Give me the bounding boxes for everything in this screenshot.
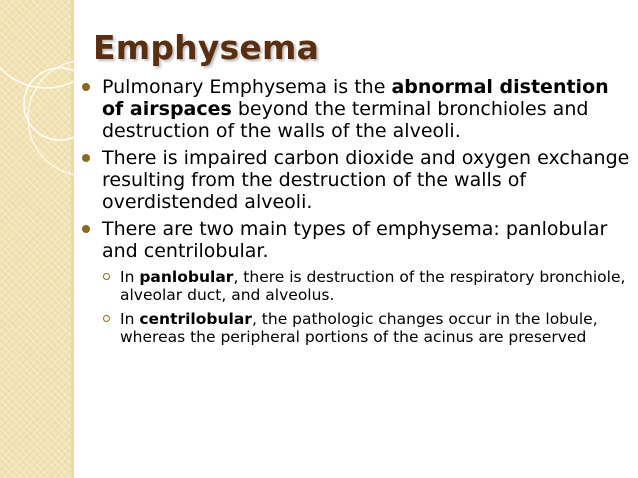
- ring-bullet-icon: [103, 315, 110, 322]
- deco-circle-top: [0, 0, 108, 88]
- bullet-text: There is impaired carbon dioxide and oxygen exchange resulting from the destruction of the walls of overdistended alveoli.: [102, 147, 630, 213]
- sub-bullet-text: In: [120, 268, 140, 286]
- ring-bullet-icon: [103, 273, 110, 280]
- sub-bullet-text: , the pathologic changes occur in the lobule, whereas the peripheral portions of the acinus are preserved: [120, 310, 598, 346]
- sub-bullet-bold-text: panlobular: [139, 268, 234, 286]
- bullet-text: There are two main types of emphysema: panlobular and centrilobular.: [102, 218, 608, 262]
- bullet-bold-text: abnormal distention of airspaces: [102, 76, 609, 120]
- bullet-dot-icon: [82, 83, 90, 91]
- bullet-text: beyond the terminal bronchioles and destruction of the walls of the alveoli.: [102, 98, 589, 142]
- sub-bullet-text: In: [120, 310, 140, 328]
- slide-body: [82, 76, 630, 352]
- sub-bullet-bold-text: centrilobular: [139, 310, 252, 328]
- bullet-dot-icon: [82, 154, 90, 162]
- bullet-text: Pulmonary Emphysema is the: [102, 76, 392, 98]
- sub-bullet-item: [82, 268, 630, 304]
- slide-title: Emphysema: [93, 28, 320, 67]
- bullet-item: [82, 147, 630, 213]
- sub-bullet-text: , there is destruction of the respiratory bronchiole, alveolar duct, and alveolus.: [120, 268, 626, 304]
- bullet-dot-icon: [82, 225, 90, 233]
- bullet-item: [82, 218, 630, 262]
- sub-bullet-list: [82, 268, 630, 346]
- sub-bullet-item: [82, 310, 630, 346]
- bullet-item: [82, 76, 630, 142]
